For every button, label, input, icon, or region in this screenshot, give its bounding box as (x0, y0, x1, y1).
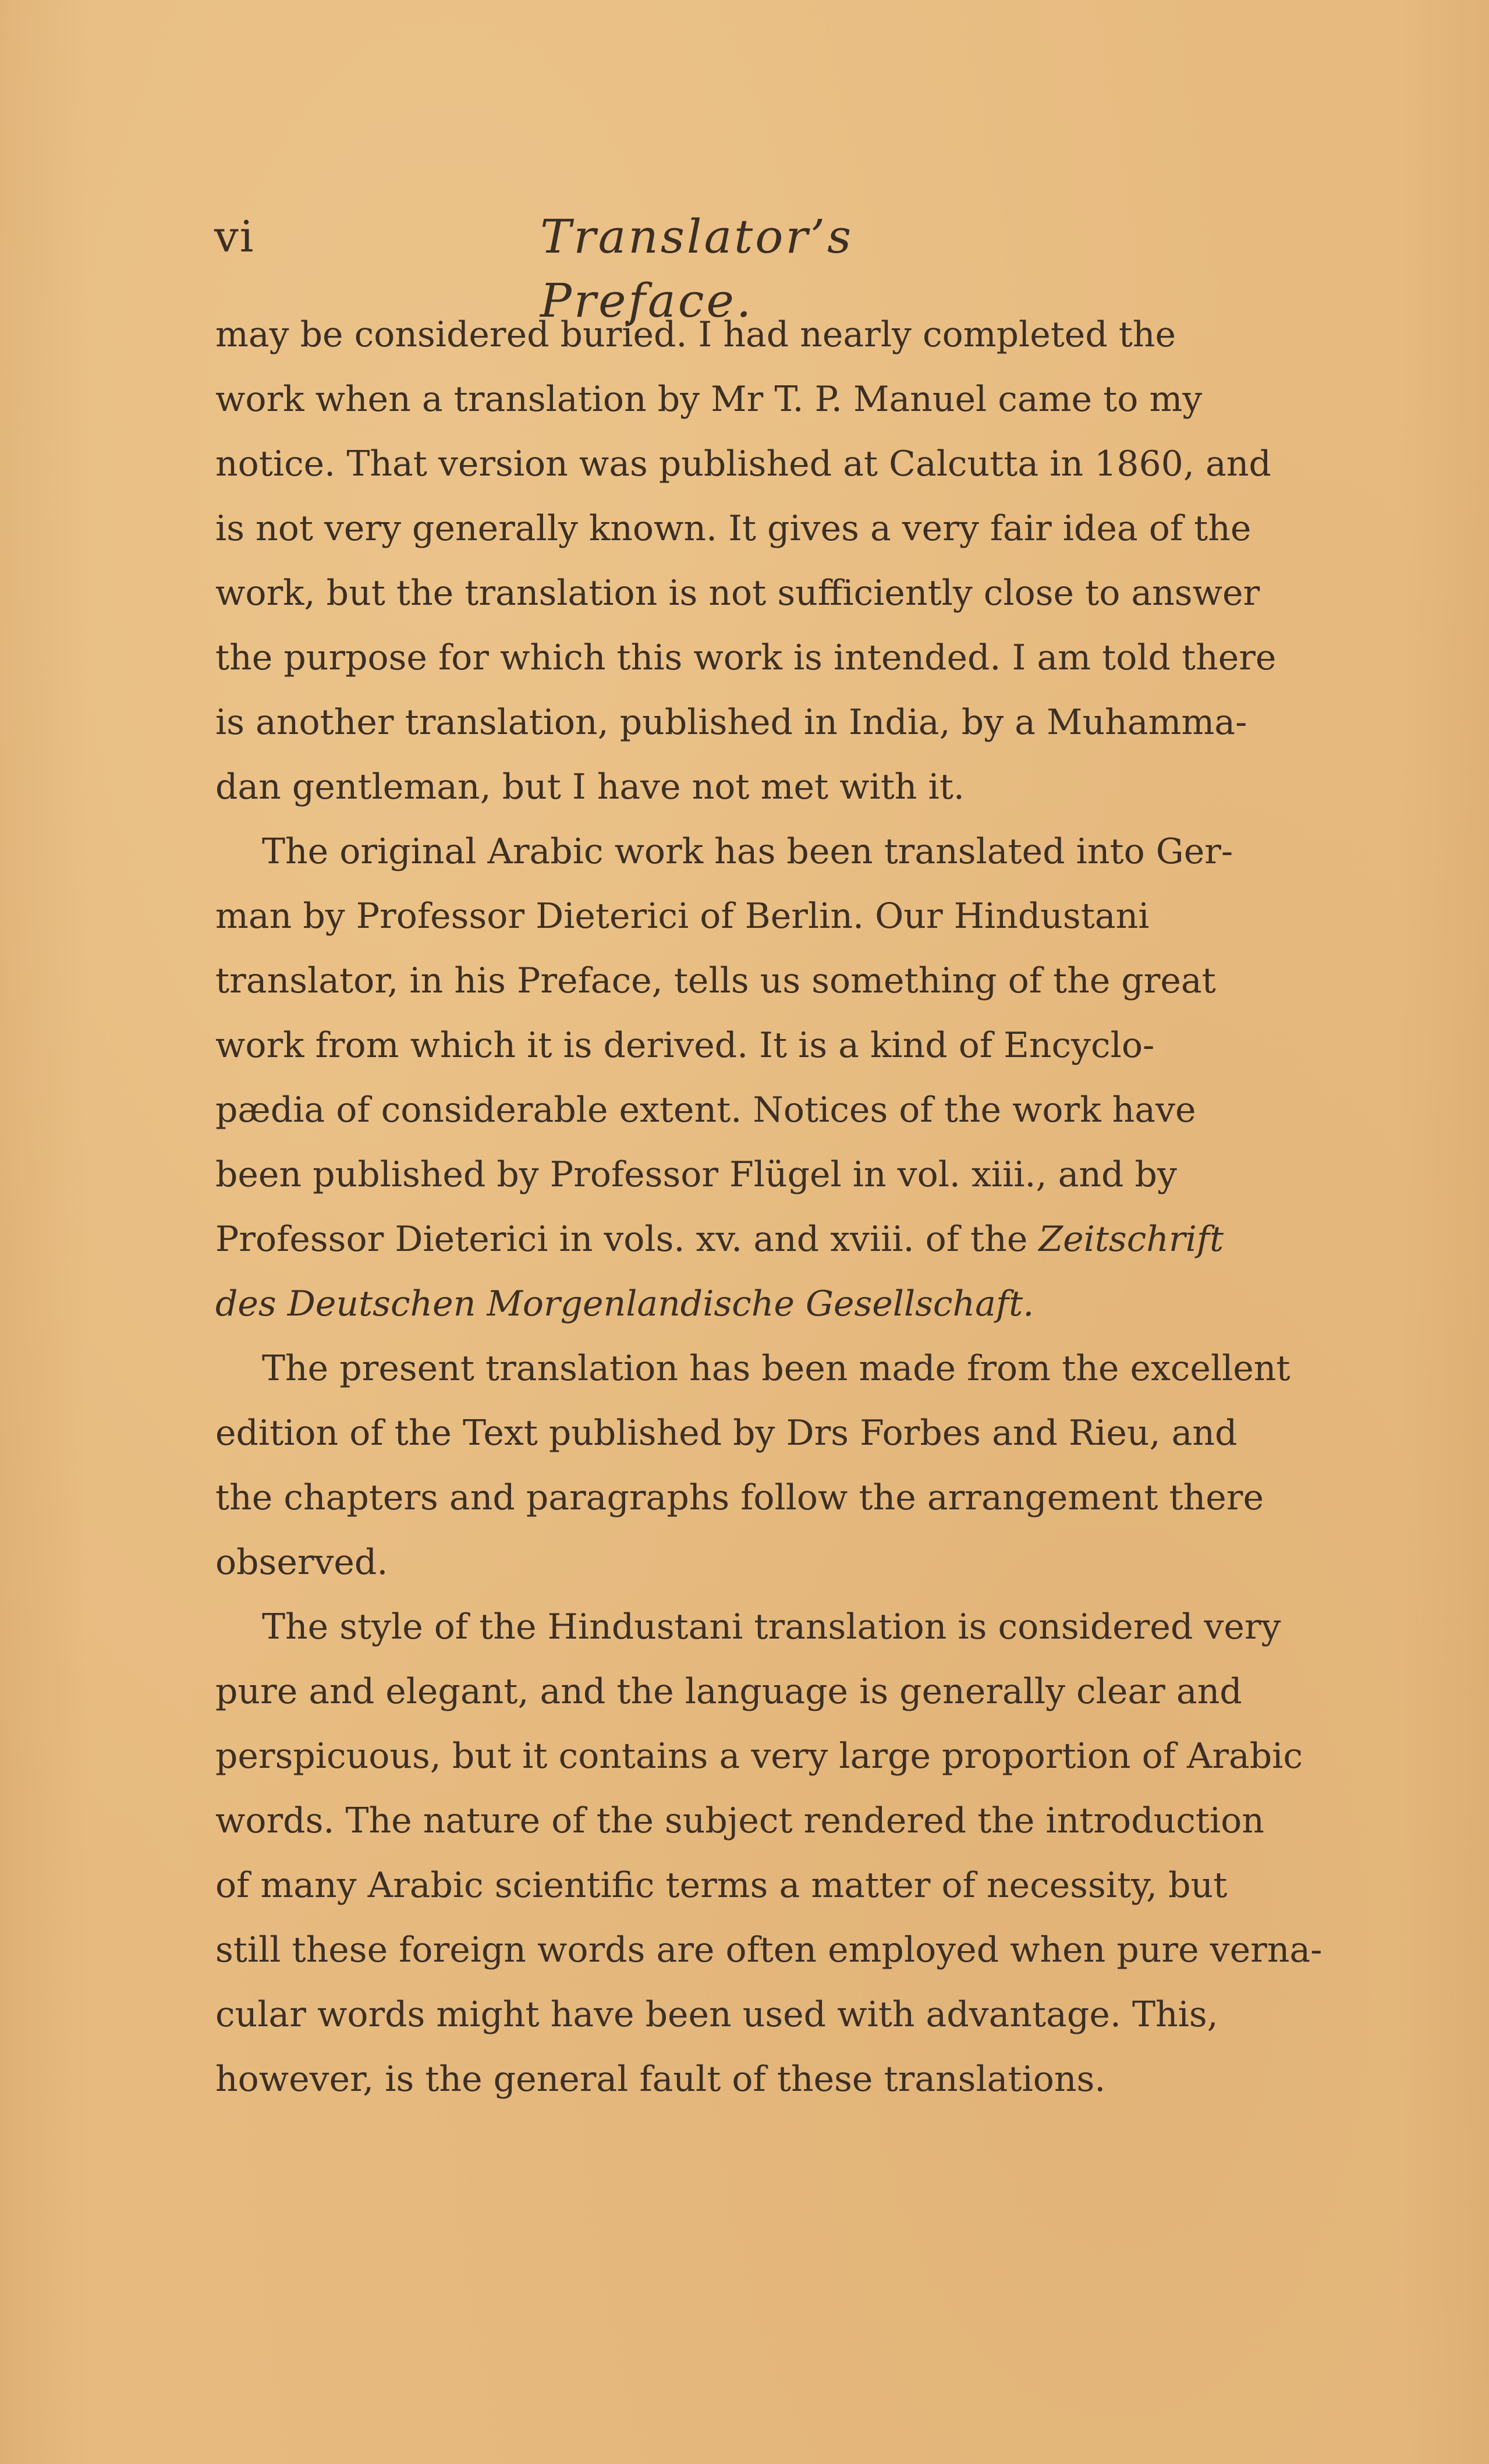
text-line: The original Arabic work has been translated into Ger- (262, 831, 1233, 872)
paragraph-2 (215, 820, 1233, 1336)
text-line: pure and elegant, and the language is generally clear and (215, 1671, 1242, 1712)
text-line: been published by Professor Flügel in vol. xiii., and by (215, 1154, 1177, 1195)
text-line: dan gentleman, but I have not met with it. (215, 767, 965, 807)
text-line: edition of the Text published by Drs Forbes and Rieu, and (215, 1413, 1238, 1453)
journal-title-italic: Zeitschrift (1038, 1219, 1224, 1260)
body-text (215, 303, 1323, 2112)
text-line: translator, in his Preface, tells us something of the great (215, 960, 1216, 1001)
journal-title-italic-line: des Deutschen Morgenlandische Gesellschaft. (215, 1284, 1034, 1324)
text-line: observed. (215, 1542, 388, 1583)
text-line: perspicuous, but it contains a very large proportion of Arabic (215, 1736, 1303, 1777)
text-line: may be considered buried. I had nearly completed the (215, 314, 1176, 355)
text-line: pædia of considerable extent. Notices of the work have (215, 1090, 1196, 1130)
text-line: of many Arabic scientific terms a matter of necessity, but (215, 1865, 1228, 1906)
text-line: The present translation has been made from the excellent (262, 1348, 1291, 1389)
text-line: man by Professor Dieterici of Berlin. Our Hindustani (215, 896, 1150, 937)
text-line: the purpose for which this work is intended. I am told there (215, 637, 1277, 678)
text-line: notice. That version was published at Calcutta in 1860, and (215, 444, 1271, 484)
paragraph-1 (215, 303, 1277, 820)
text-line: work, but the translation is not sufficiently close to answer (215, 573, 1260, 614)
text-line: work from which it is derived. It is a kind of Encyclo- (215, 1025, 1155, 1066)
paragraph-3 (215, 1336, 1291, 1595)
running-head: Translator’s Preface. (540, 210, 854, 328)
text-line: work when a translation by Mr T. P. Manuel came to my (215, 379, 1203, 420)
text-line: still these foreign words are often employed when pure verna- (215, 1930, 1323, 1970)
text-line: is not very generally known. It gives a very fair idea of the (215, 508, 1252, 549)
page-number: vi (214, 212, 255, 262)
text-roman: Professor Dieterici in vols. xv. and xviii. of the (215, 1219, 1028, 1260)
text-line: The style of the Hindustani translation is considered very (262, 1607, 1281, 1647)
text-line: words. The nature of the subject rendered the introduction (215, 1800, 1264, 1841)
text-line: however, is the general fault of these translations. (215, 2059, 1106, 2100)
text-line: the chapters and paragraphs follow the arrangement there (215, 1477, 1264, 1518)
page-header (214, 205, 1047, 328)
paragraph-4 (215, 1595, 1323, 2112)
text-line: cular words might have been used with advantage. This, (215, 1994, 1218, 2035)
text-line-with-italic (215, 1207, 1224, 1272)
text-line: is another translation, published in India, by a Muhamma- (215, 702, 1247, 743)
